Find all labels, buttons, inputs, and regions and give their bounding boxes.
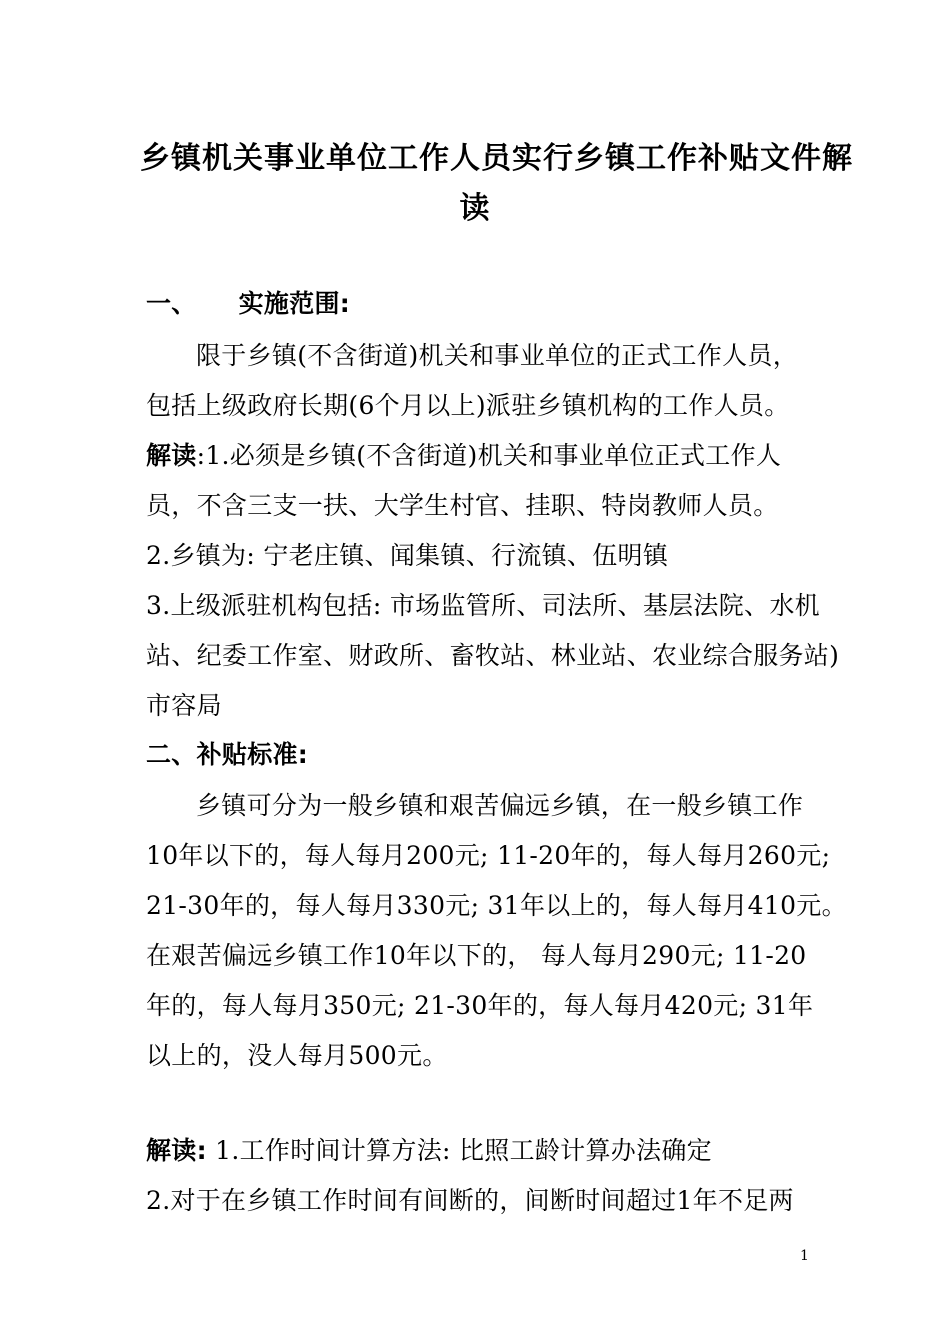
section-2-para-line-6: 以上的，没人每月500元。: [146, 1041, 448, 1070]
section-1-number: 一、: [146, 289, 197, 318]
section-1-interpretation-line-5: 站、纪委工作室、财政所、畜牧站、林业站、农业综合服务站): [146, 641, 840, 670]
section-2-interpretation-line-2: 2.对于在乡镇工作时间有间断的，间断时间超过1年不足两: [146, 1186, 794, 1215]
section-1-interpretation-line-6: 市容局: [146, 691, 222, 720]
section-2-para-line-1: 乡镇可分为一般乡镇和艰苦偏远乡镇，在一般乡镇工作: [196, 791, 804, 820]
interpretation-text: 1.工作时间计算方法: 比照工龄计算办法确定: [206, 1136, 712, 1165]
interpretation-label: 解读:: [146, 1136, 207, 1165]
section-1-interpretation-line-2: 员，不含三支一扶、大学生村官、挂职、特岗教师人员。: [146, 491, 779, 520]
section-2-interpretation-line-1: [146, 1131, 712, 1167]
section-2-para-line-3: 21-30年的，每人每月330元; 31年以上的，每人每月410元。: [146, 891, 847, 920]
section-1-title: 实施范围:: [238, 289, 351, 318]
section-2-para-line-4: 在艰苦偏远乡镇工作10年以下的， 每人每月290元; 11-20: [146, 941, 807, 970]
section-2-heading: 二、补贴标准:: [146, 740, 309, 769]
section-1-heading: [146, 284, 350, 320]
section-2-para-line-2: 10年以下的，每人每月200元; 11-20年的，每人每月260元;: [146, 841, 831, 870]
section-1-para-line-1: 限于乡镇(不含街道)机关和事业单位的正式工作人员，: [196, 341, 799, 370]
section-1-interpretation-line-4: 3.上级派驻机构包括: 市场监管所、司法所、基层法院、水机: [146, 591, 820, 620]
page-number: 1: [800, 1248, 809, 1264]
document-title-line-1: 乡镇机关事业单位工作人员实行乡镇工作补贴文件解: [140, 141, 853, 176]
interpretation-label: 解读: [146, 441, 197, 470]
section-1-interpretation-line-1: [146, 436, 781, 472]
section-1-interpretation-line-3: 2.乡镇为: 宁老庄镇、闻集镇、行流镇、伍明镇: [146, 541, 669, 570]
document-title-line-2: 读: [459, 191, 491, 226]
section-1-para-line-2: 包括上级政府长期(6个月以上)派驻乡镇机构的工作人员。: [146, 391, 790, 420]
section-2-para-line-5: 年的，每人每月350元; 21-30年的，每人每月420元; 31年: [146, 991, 814, 1020]
interpretation-text: :1.必须是乡镇(不含街道)机关和事业单位正式工作人: [196, 441, 782, 470]
